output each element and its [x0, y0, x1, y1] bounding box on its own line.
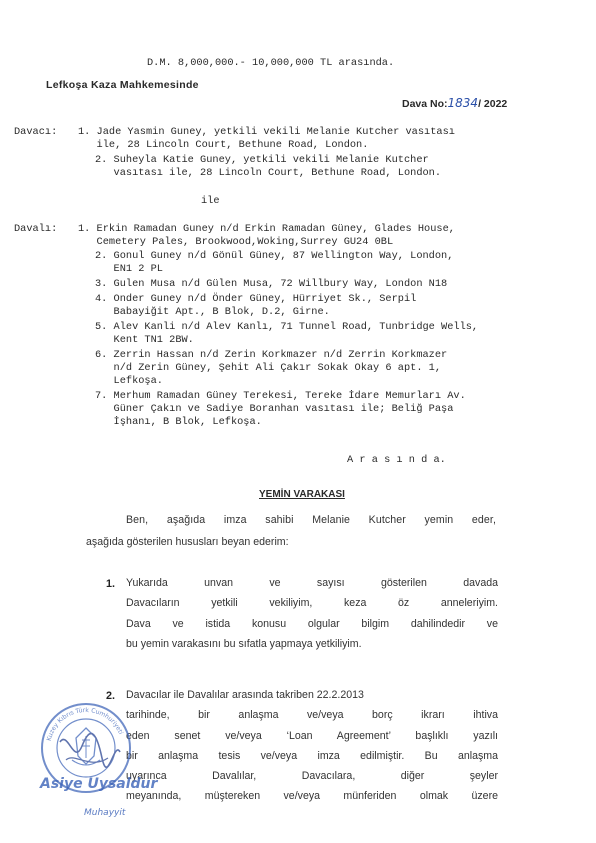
defendant-line: 5. Alev Kanli n/d Alev Kanlı, 71 Tunnel Road, Tunbridge Wells, [95, 321, 479, 333]
item-line: eden senet ve/veya ‘Loan Agreement’ başlıklı yazılı [126, 729, 498, 742]
item-number: 2. [106, 690, 116, 702]
item-number: 1. [106, 578, 116, 590]
stamp-role: Muhayyit [84, 808, 126, 818]
item-line: bir anlaşma tesis ve/veya imza edilmiştir. Bu anlaşma [126, 749, 498, 762]
defendant-line: Lefkoşa. [95, 375, 163, 387]
defendant-line: 3. Gulen Musa n/d Gülen Musa, 72 Willbury Way, London N18 [95, 278, 448, 290]
court-name: Lefkoşa Kaza Mahkemesinde [46, 79, 199, 91]
defendant-line: Cemetery Pales, Brookwood,Woking,Surrey GU24 0BL [78, 236, 394, 248]
defendant-line: 7. Merhum Ramadan Güney Terekesi, Tereke İdare Memurları Av. [95, 390, 466, 402]
item-line: tarihinde, bir anlaşma ve/veya borç ikrarı ihtiva [126, 709, 498, 722]
plaintiff-line: vasıtası ile, 28 Lincoln Court, Bethune Road, London. [95, 167, 442, 179]
defendant-line: 6. Zerrin Hassan n/d Zerin Korkmazer n/d Zerrin Korkmazer [95, 349, 448, 361]
item-line: Davacıların yetkili vekiliyim, keza öz anneleriyim. [126, 597, 498, 610]
defendant-line: Kent TN1 2BW. [95, 334, 194, 346]
ile-separator: ile [201, 195, 220, 207]
item-line: uyarınca Davalılar, Davacılara, diğer şeyler [126, 770, 498, 783]
defendant-line: 2. Gonul Guney n/d Gönül Güney, 87 Wellington Way, London, [95, 250, 454, 262]
defendant-line: 1. Erkin Ramadan Guney n/d Erkin Ramadan Güney, Glades House, [78, 223, 455, 235]
case-number [402, 96, 507, 110]
intro-line: Ben, aşağıda imza sahibi Melanie Kutcher yemin eder, [126, 514, 496, 526]
intro-line: aşağıda gösterilen hususları beyan ederim: [86, 536, 289, 548]
plaintiffs-label: Davacı: [14, 126, 58, 138]
defendant-line: Güner Çakın ve Sadiye Boranhan vasıtası ile; Beliğ Paşa [95, 403, 454, 415]
item-line: Davacılar ile Davalılar arasında takriben 22.2.2013 [126, 689, 364, 701]
item-line: Dava ve istida konusu olgular bilgim dahilindedir ve [126, 617, 498, 630]
defendants-label: Davalı: [14, 223, 58, 235]
case-suffix: / 2022 [478, 98, 508, 110]
defendant-line: EN1 2 PL [95, 263, 163, 275]
defendant-line: İşhanı, B Blok, Lefkoşa. [95, 416, 262, 428]
item-line: bu yemin varakasını bu sıfatla yapmaya yetkiliyim. [126, 637, 362, 650]
plaintiff-line: 1. Jade Yasmin Guney, yetkili vekili Melanie Kutcher vasıtası [78, 126, 455, 138]
stamp-signature-name: Asiye Uysaldur [40, 776, 158, 792]
document-title: YEMİN VARAKASI [259, 489, 345, 500]
stamp-ring-text: Kuzey Kıbrıs Türk Cumhuriyeti [45, 706, 125, 742]
arasinda: A r a s ı n d a. [347, 454, 446, 466]
defendant-line: n/d Zerin Güney, Şehit Ali Çakır Sokak Okay 6 apt. 1, [95, 362, 442, 374]
item-line: Yukarıda unvan ve sayısı gösterilen davada [126, 577, 498, 589]
plaintiff-line: ile, 28 Lincoln Court, Bethune Road, London. [78, 139, 369, 151]
item-1-paragraph [126, 573, 498, 654]
case-prefix: Dava No: [402, 98, 448, 110]
item-2-paragraph [126, 685, 498, 807]
amount-line: D.M. 8,000,000.- 10,000,000 TL arasında. [147, 57, 395, 69]
defendant-line: Babayiğit Apt., B Blok, D.2, Girne. [95, 306, 330, 318]
plaintiff-line: 2. Suheyla Katie Guney, yetkili vekili Melanie Kutcher [95, 154, 429, 166]
item-line: meyanında, müştereken ve/veya münferiden olmak üzere [126, 790, 498, 803]
case-number-handwritten: 1834 [447, 96, 479, 110]
defendant-line: 4. Onder Guney n/d Önder Güney, Hürriyet Sk., Serpil [95, 293, 417, 305]
